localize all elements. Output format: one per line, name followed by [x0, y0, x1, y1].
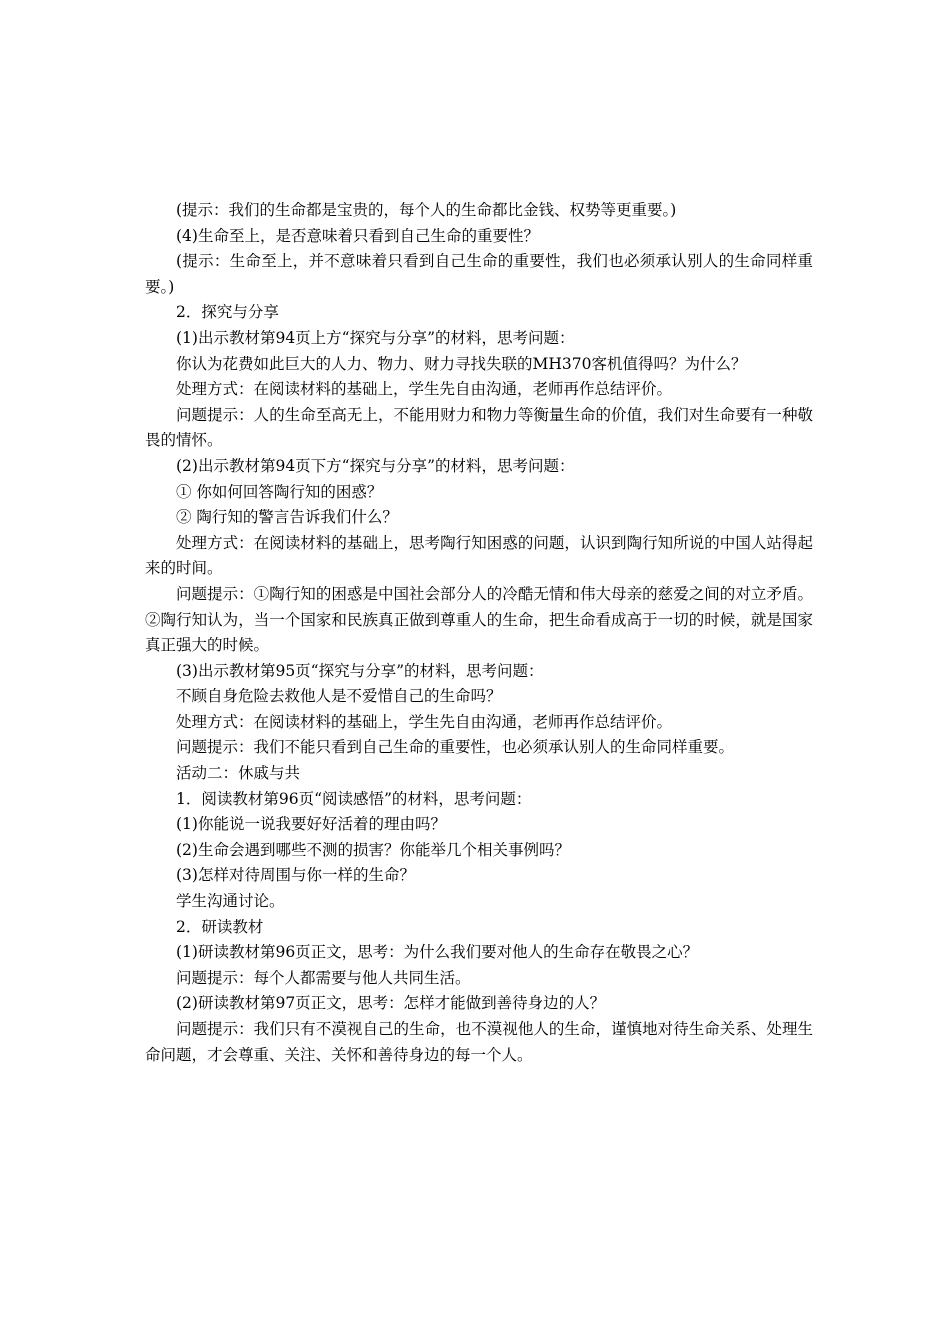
paragraph-study-p97: (2)研读教材第97页正文，思考：怎样才能做到善待身边的人？ [176, 994, 606, 1013]
paragraph-material-p94-top: (1)出示教材第94页上方“探究与分享”的材料，思考问题： [176, 328, 575, 347]
paragraph-hint-life-precious: (提示：我们的生命都是宝贵的，每个人的生命都比金钱、权势等更重要。) [176, 201, 677, 219]
paragraph-question-reasons: (1)你能说一说我要好好活着的理由吗？ [176, 815, 446, 834]
document-body [145, 198, 813, 1068]
paragraph-question-harm: (2)生命会遇到哪些不测的损害？你能举几个相关事例吗？ [176, 840, 570, 859]
section-heading-activity-2: 活动二：休戚与共 [176, 764, 301, 783]
paragraph-hint-2: 问题提示：①陶行知的困惑是中国社会部分人的冷酷无情和伟大母亲的慈爱之间的对立矛盾。②陶行知认为，当一个国家和民族真正做到尊重人的生命，把生命看成高于一切的时候，就是国家真正强大的时候。 [145, 584, 813, 655]
paragraph-question-others: (3)怎样对待周围与你一样的生命？ [176, 866, 415, 885]
paragraph-question-rescue: 不顾自身危险去救他人是不爱惜自己的生命吗？ [176, 687, 502, 706]
paragraph-material-p94-bottom: (2)出示教材第94页下方“探究与分享”的材料，思考问题： [176, 456, 575, 475]
paragraph-question-circled-2: ② 陶行知的警言告诉我们什么？ [176, 508, 398, 527]
paragraph-question-mh370: 你认为花费如此巨大的人力、物力、财力寻找失联的MH370客机值得吗？为什么？ [176, 354, 747, 373]
paragraph-hint-life-supreme: (提示：生命至上，并不意味着只看到自己生命的重要性，我们也必须承认别人的生命同样重要。) [145, 252, 813, 296]
paragraph-discussion: 学生沟通讨论。 [176, 892, 285, 911]
paragraph-method-3: 处理方式：在阅读材料的基础上，学生先自由沟通，老师再作总结评价。 [176, 712, 673, 731]
paragraph-hint-3: 问题提示：我们不能只看到自己生命的重要性，也必须承认别人的生命同样重要。 [176, 738, 735, 757]
paragraph-hint-1: 问题提示：人的生命至高无上，不能用财力和物力等衡量生命的价值，我们对生命要有一种敬畏的情怀。 [145, 405, 813, 450]
section-heading-explore-share: 2．探究与分享 [176, 303, 279, 322]
paragraph-question-4: (4)生命至上，是否意味着只看到自己生命的重要性？ [176, 226, 539, 245]
paragraph-method-2: 处理方式：在阅读材料的基础上，思考陶行知困惑的问题，认识到陶行知所说的中国人站得起来的时间。 [145, 533, 813, 578]
paragraph-hint-4: 问题提示：每个人都需要与他人共同生活。 [176, 968, 471, 987]
paragraph-study-p96: (1)研读教材第96页正文，思考：为什么我们要对他人的生命存在敬畏之心？ [176, 943, 699, 962]
paragraph-reading-p96: 1．阅读教材第96页“阅读感悟”的材料，思考问题： [176, 789, 532, 808]
paragraph-hint-5: 问题提示：我们只有不漠视自己的生命，也不漠视他人的生命，谨慎地对待生命关系、处理生命问题，才会尊重、关注、关怀和善待身边的每一个人。 [145, 1020, 813, 1064]
paragraph-material-p95: (3)出示教材第95页“探究与分享”的材料，思考问题： [176, 661, 544, 680]
section-heading-study-textbook: 2．研读教材 [176, 917, 264, 936]
paragraph-question-circled-1: ① 你如何回答陶行知的困惑？ [176, 482, 383, 501]
paragraph-method-1: 处理方式：在阅读材料的基础上，学生先自由沟通，老师再作总结评价。 [176, 380, 673, 399]
